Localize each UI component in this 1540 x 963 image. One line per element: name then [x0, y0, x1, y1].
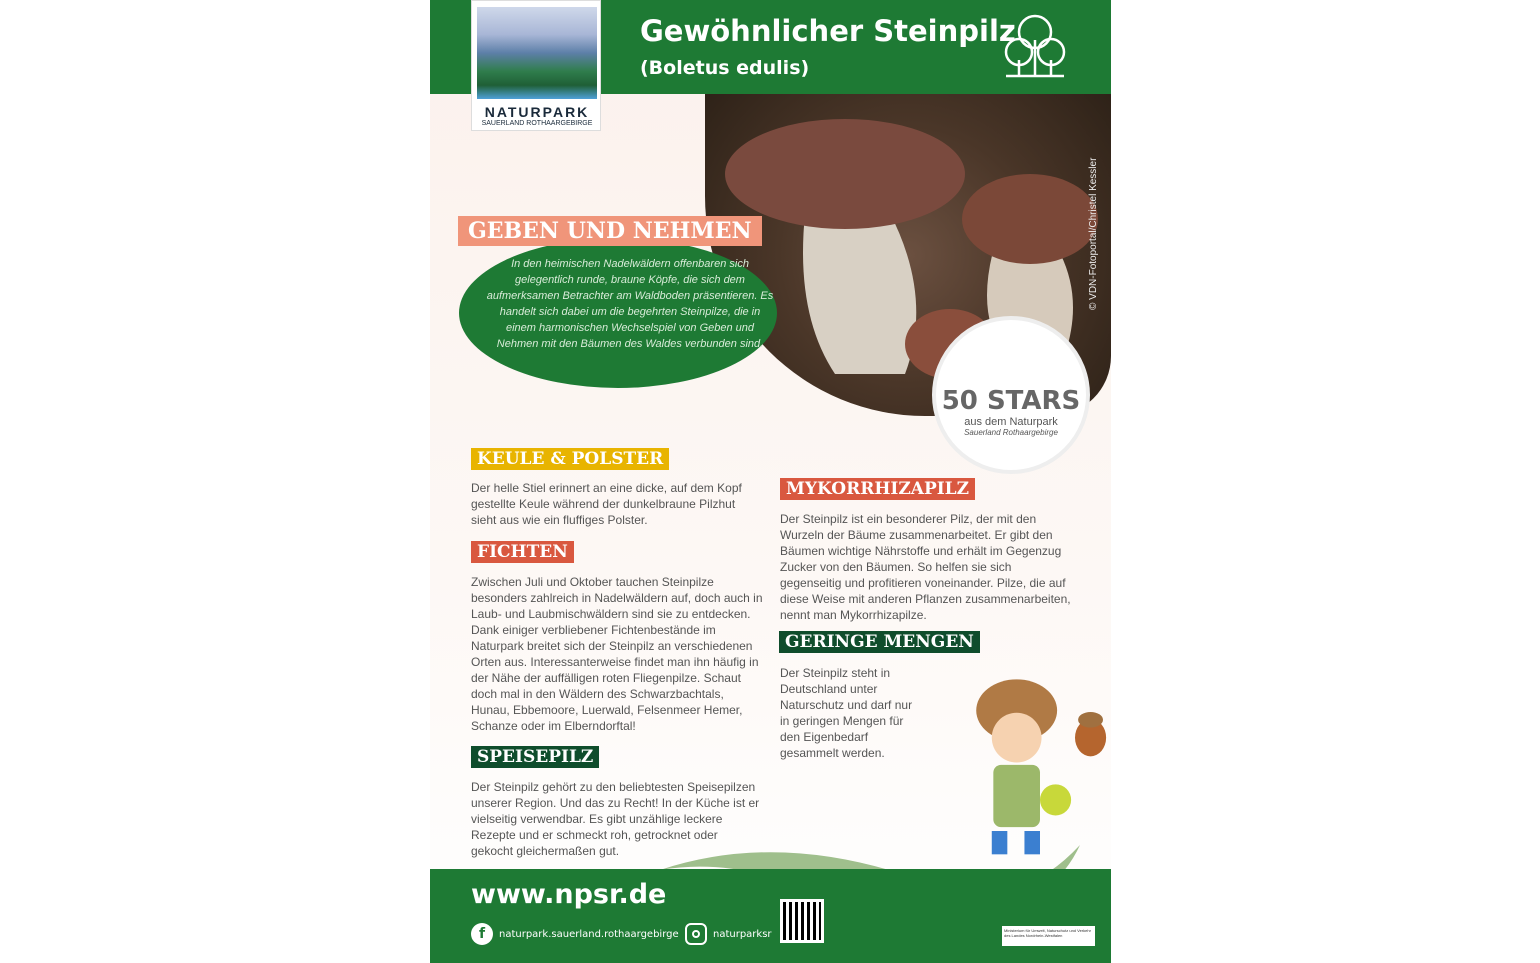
instagram-icon: [685, 923, 707, 945]
section-text-geringe-mengen: Der Steinpilz steht in Deutschland unter Naturschutz und darf nur in geringen Mengen für den Eigenbedarf gesammelt werden.: [780, 666, 913, 760]
poster: [430, 0, 1111, 963]
photo-credit: © VDN-Fotoportal/Christel Kessler: [1088, 157, 1099, 310]
instagram-link[interactable]: [685, 923, 772, 945]
section-heading-geringe-mengen: GERINGE MENGEN: [779, 631, 980, 653]
logo-region: SAUERLAND ROTHAARGEBIRGE: [481, 120, 593, 127]
website-link[interactable]: www.npsr.de: [471, 879, 667, 910]
intro-text: In den heimischen Nadelwäldern offenbaren sich gelegentlich runde, braune Köpfe, die sich dem aufmerksamen Betrachter am Waldboden präsentieren. Es handelt sich dabei um die begehrten Steinpilze, die in einem harmonischen Wechselspiel von Geben und Nehmen mit den Bäumen des Waldes verbunden sind.: [486, 258, 774, 350]
page-title: Gewöhnlicher Steinpilz: [640, 14, 1016, 48]
qr-code[interactable]: [780, 899, 824, 943]
section-heading-keule: KEULE & POLSTER: [471, 448, 669, 470]
section-text-keule: Der helle Stiel erinnert an eine dicke, auf dem Kopf gestellte Keule während der dunkelbraune Pilzhut sieht aus wie ein fluffiges Polster.: [471, 481, 742, 527]
ministry-logo: Ministerium für Umwelt, Naturschutz und Verkehr des Landes Nordrhein-Westfalen: [1002, 926, 1095, 946]
logo-name: NATURPARK: [484, 104, 590, 120]
badge-title: 50 STARS: [941, 386, 1081, 416]
section-heading-mykorrhiza: MYKORRHIZAPILZ: [780, 478, 975, 500]
trees-icon: [1002, 10, 1068, 78]
badge-line1: aus dem Naturpark: [964, 416, 1058, 428]
section-text-fichten: Zwischen Juli und Oktober tauchen Steinpilze besonders zahlreich in Nadelwäldern auf, doch auch in Laub- und Laubmischwäldern sind sie zu entdecken. Dank einiger verbliebener Fichtenbestände im Naturpark breitet sich der Steinpilz an verschiedenen Orten aus. Interessanterweise findet man ihn häufig in der Nähe der auffälligen roten Fliegenpilze. Schaut doch mal in den Wäldern des Schwarzbachtals, Hunau, Ebbemoore, Luerwald, Felsenmeer Hemer, Schanze oder im Elberndorftal!: [471, 575, 763, 733]
section-text-speisepilz: Der Steinpilz gehört zu den beliebtesten Speisepilzen unserer Region. Und das zu Recht! In der Küche ist er vielseitig verwendbar. Es gibt unzählige leckere Rezepte und er schmeckt roh, getrocknet oder gekocht gleichermaßen gut.: [471, 780, 760, 858]
page-subtitle: (Boletus edulis): [640, 57, 810, 79]
instagram-handle: naturparksr: [713, 928, 772, 940]
section-text-mykorrhiza: Der Steinpilz ist ein besonderer Pilz, der mit den Wurzeln der Bäume zusammenarbeitet. Er gibt den Bäumen wichtige Nährstoffe und erhält im Gegenzug Zucker von den Bäumen. So helfen sie sich gegenseitig und profitieren voneinander. Pilze, die auf diese Weise mit anderen Pflanzen zusammenarbeiten, nennt man Mykorrhizapilze.: [780, 512, 1071, 622]
facebook-link[interactable]: [471, 923, 679, 945]
footer: [430, 869, 1111, 963]
section-heading-fichten: FICHTEN: [471, 541, 574, 563]
section-heading-speisepilz: SPEISEPILZ: [471, 746, 599, 768]
ranger-mascot: [970, 656, 1110, 866]
naturpark-logo: [471, 0, 601, 131]
badge-line2: Sauerland Rothaargebirge: [964, 428, 1058, 437]
intro-heading: GEBEN UND NEHMEN: [458, 216, 762, 246]
50-stars-badge: [932, 316, 1090, 474]
facebook-icon: f: [471, 923, 493, 945]
facebook-handle: naturpark.sauerland.rothaargebirge: [499, 928, 679, 940]
landscape-logo-image: [477, 7, 597, 99]
